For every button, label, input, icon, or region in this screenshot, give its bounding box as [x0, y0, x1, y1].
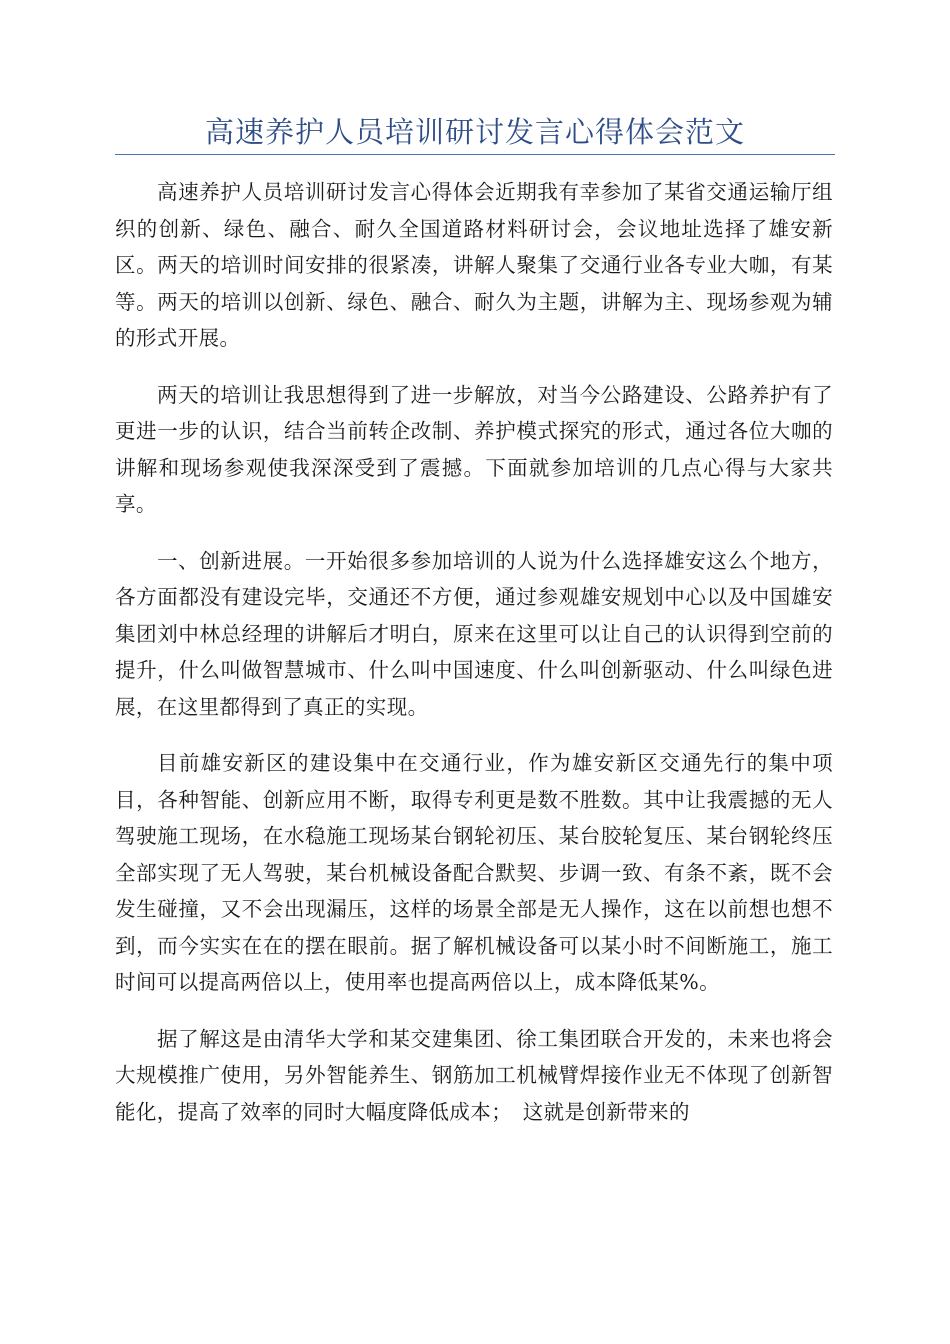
document-body	[115, 174, 833, 1150]
title-underline	[115, 154, 835, 155]
paragraph-4: 目前雄安新区的建设集中在交通行业，作为雄安新区交通先行的集中项目，各种智能、创新应用不断，取得专利更是数不胜数。其中让我震撼的无人驾驶施工现场，在水稳施工现场某台钢轮初压、某台胶轮复压、某台钢轮终压全部实现了无人驾驶，某台机械设备配合默契、步调一致、有条不紊，既不会发生碰撞，又不会出现漏压，这样的场景全部是无人操作，这在以前想也想不到，而今实实在在的摆在眼前。据了解机械设备可以某小时不间断施工，施工时间可以提高两倍以上，使用率也提高两倍以上，成本降低某%。	[115, 751, 833, 994]
paragraph-5: 据了解这是由清华大学和某交建集团、徐工集团联合开发的，未来也将会大规模推广使用，另外智能养生、钢筋加工机械臂焊接作业无不体现了创新智能化，提高了效率的同时大幅度降低成本； 这就是创新带来的	[115, 1026, 833, 1124]
paragraph-3: 一、创新进展。一开始很多参加培训的人说为什么选择雄安这么个地方，各方面都没有建设完毕，交通还不方便，通过参观雄安规划中心以及中国雄安集团刘中林总经理的讲解后才明白，原来在这里可以让自己的认识得到空前的提升，什么叫做智慧城市、什么叫中国速度、什么叫创新驱动、什么叫绿色进展，在这里都得到了真正的实现。	[115, 548, 833, 719]
paragraph-1: 高速养护人员培训研讨发言心得体会近期我有幸参加了某省交通运输厅组织的创新、绿色、融合、耐久全国道路材料研讨会，会议地址选择了雄安新区。两天的培训时间安排的很紧凑，讲解人聚集了交通行业各专业大咖，有某等。两天的培训以创新、绿色、融合、耐久为主题，讲解为主、现场参观为辅的形式开展。	[115, 180, 833, 350]
paragraph-2: 两天的培训让我思想得到了进一步解放，对当今公路建设、公路养护有了更进一步的认识，结合当前转企改制、养护模式探究的形式，通过各位大咖的讲解和现场参观使我深深受到了震撼。下面就参加培训的几点心得与大家共享。	[115, 382, 833, 516]
document-title: 高速养护人员培训研讨发言心得体会范文	[204, 115, 745, 149]
